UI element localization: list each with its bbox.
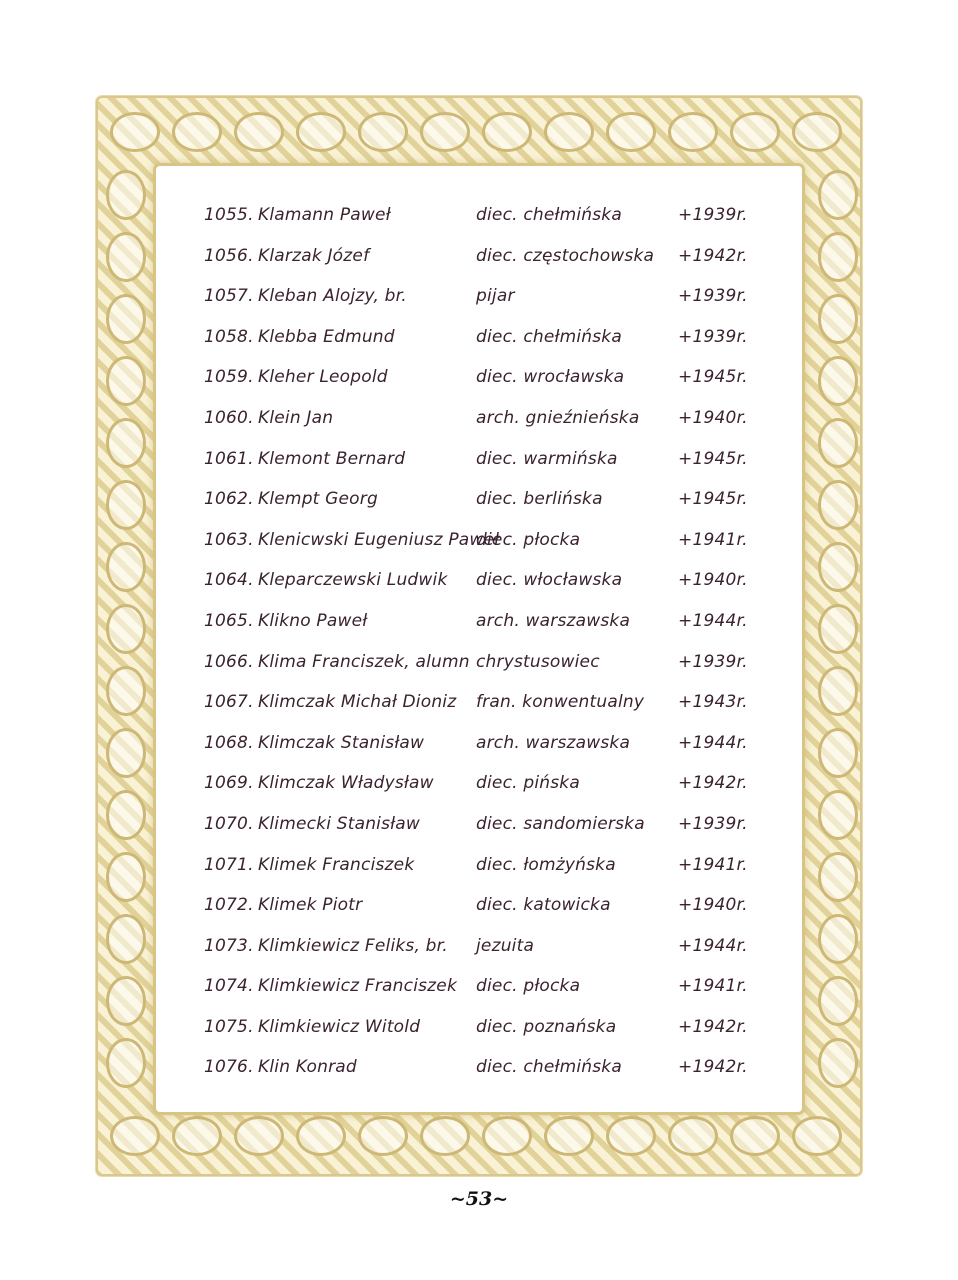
entry-name: Klebba Edmund bbox=[258, 326, 395, 347]
ornament-ring bbox=[818, 976, 858, 1026]
entry-diocese: diec. warmińska bbox=[476, 448, 618, 469]
entry-diocese: diec. chełmińska bbox=[476, 326, 622, 347]
list-item bbox=[198, 237, 768, 278]
ornament-ring bbox=[234, 1116, 284, 1156]
ornament-ring bbox=[106, 976, 146, 1026]
entry-diocese: fran. konwentualny bbox=[476, 692, 645, 713]
entry-number: 1068. bbox=[204, 732, 254, 753]
entry-name: Klimczak Stanisław bbox=[258, 732, 425, 753]
ornament-ring bbox=[544, 1116, 594, 1156]
ornament-ring bbox=[818, 418, 858, 468]
entry-diocese: diec. katowicka bbox=[476, 895, 611, 916]
ornament-ring bbox=[106, 356, 146, 406]
entry-year: +1943r. bbox=[678, 692, 748, 713]
ornament-ring bbox=[234, 112, 284, 152]
entry-year: +1940r. bbox=[678, 407, 748, 428]
entry-year: +1944r. bbox=[678, 732, 748, 753]
list-item bbox=[198, 196, 768, 237]
entry-number: 1058. bbox=[204, 326, 254, 347]
entry-year: +1940r. bbox=[678, 570, 748, 591]
ornament-ring bbox=[110, 1116, 160, 1156]
entry-number: 1076. bbox=[204, 1057, 254, 1078]
entry-number: 1057. bbox=[204, 286, 254, 307]
entry-number: 1060. bbox=[204, 407, 254, 428]
entry-name: Klemont Bernard bbox=[258, 448, 406, 469]
ornament-ring bbox=[296, 112, 346, 152]
ornament-ring bbox=[818, 542, 858, 592]
ornament-ring bbox=[606, 1116, 656, 1156]
ornament-ring bbox=[106, 480, 146, 530]
entry-year: +1945r. bbox=[678, 448, 748, 469]
entry-diocese: arch. warszawska bbox=[476, 732, 631, 753]
list-item bbox=[198, 521, 768, 562]
entry-name: Kleher Leopold bbox=[258, 367, 388, 388]
entry-diocese: arch. gnieźnieńska bbox=[476, 407, 640, 428]
entry-number: 1061. bbox=[204, 448, 254, 469]
entry-name: Klimczak Władysław bbox=[258, 773, 434, 794]
entry-number: 1075. bbox=[204, 1016, 254, 1037]
entry-year: +1944r. bbox=[678, 935, 748, 956]
entry-number: 1072. bbox=[204, 895, 254, 916]
page-number: ~53~ bbox=[449, 1188, 509, 1210]
list-item bbox=[198, 480, 768, 521]
ornament-ring bbox=[106, 170, 146, 220]
ornament-ring bbox=[818, 914, 858, 964]
ornament-ring bbox=[358, 112, 408, 152]
entry-name: Klimek Piotr bbox=[258, 895, 363, 916]
entry-name: Klimczak Michał Dioniz bbox=[258, 692, 457, 713]
entry-diocese: diec. płocka bbox=[476, 976, 581, 997]
ornament-ring bbox=[818, 666, 858, 716]
entry-name: Klima Franciszek, alumn bbox=[258, 651, 470, 672]
ornament-ring bbox=[106, 604, 146, 654]
entry-diocese: diec. chełmińska bbox=[476, 205, 622, 225]
ornament-ring bbox=[106, 232, 146, 282]
ornament-ring bbox=[106, 542, 146, 592]
entry-name: Klimkiewicz Witold bbox=[258, 1016, 421, 1037]
ornament-ring bbox=[106, 852, 146, 902]
entry-diocese: diec. płocka bbox=[476, 529, 581, 550]
entry-name: Klenicwski Eugeniusz Paweł bbox=[258, 529, 500, 550]
list-item bbox=[198, 318, 768, 359]
list-item bbox=[198, 805, 768, 846]
list-item bbox=[198, 399, 768, 440]
list-item bbox=[198, 358, 768, 399]
ornament-ring bbox=[818, 356, 858, 406]
ornament-ring bbox=[730, 112, 780, 152]
list-item bbox=[198, 561, 768, 602]
ornament-ring bbox=[106, 666, 146, 716]
ornament-ring bbox=[818, 170, 858, 220]
entry-year: +1941r. bbox=[678, 976, 748, 997]
entry-number: 1055. bbox=[204, 205, 254, 225]
entry-diocese: diec. berlińska bbox=[476, 489, 603, 510]
ornament-ring bbox=[792, 112, 842, 152]
list-item bbox=[198, 927, 768, 968]
entry-name: Klempt Georg bbox=[258, 489, 378, 510]
ornament-ring bbox=[818, 604, 858, 654]
list-item bbox=[198, 886, 768, 927]
entry-number: 1070. bbox=[204, 813, 254, 834]
entry-year: +1944r. bbox=[678, 610, 748, 631]
ornament-ring bbox=[420, 112, 470, 152]
entry-name: Klamann Paweł bbox=[258, 205, 391, 225]
ornament-ring bbox=[296, 1116, 346, 1156]
ornament-ring bbox=[106, 914, 146, 964]
ornament-ring bbox=[818, 294, 858, 344]
entry-number: 1059. bbox=[204, 367, 254, 388]
entry-year: +1939r. bbox=[678, 326, 748, 347]
entry-number: 1065. bbox=[204, 610, 254, 631]
entry-year: +1941r. bbox=[678, 854, 748, 875]
list-item bbox=[198, 277, 768, 318]
entry-diocese: diec. włocławska bbox=[476, 570, 623, 591]
ornament-ring bbox=[106, 418, 146, 468]
entry-diocese: arch. warszawska bbox=[476, 610, 631, 631]
list-item bbox=[198, 1008, 768, 1049]
ornament-ring bbox=[818, 790, 858, 840]
ornament-ring bbox=[358, 1116, 408, 1156]
entry-number: 1067. bbox=[204, 692, 254, 713]
list-item bbox=[198, 683, 768, 724]
ornament-ring bbox=[606, 112, 656, 152]
ornament-ring bbox=[106, 728, 146, 778]
martyr-list bbox=[198, 196, 768, 1089]
list-item bbox=[198, 764, 768, 805]
entry-name: Klimek Franciszek bbox=[258, 854, 415, 875]
entry-name: Kleban Alojzy, br. bbox=[258, 286, 407, 307]
list-item bbox=[198, 967, 768, 1008]
entry-year: +1942r. bbox=[678, 1016, 748, 1037]
ornament-ring bbox=[544, 112, 594, 152]
ornament-ring bbox=[818, 232, 858, 282]
ornament-ring bbox=[668, 1116, 718, 1156]
entry-number: 1073. bbox=[204, 935, 254, 956]
entry-name: Klein Jan bbox=[258, 407, 334, 428]
entry-name: Klimkiewicz Franciszek bbox=[258, 976, 457, 997]
entry-name: Klimecki Stanisław bbox=[258, 813, 420, 834]
entry-year: +1945r. bbox=[678, 367, 748, 388]
entry-name: Klikno Paweł bbox=[258, 610, 368, 631]
entry-year: +1942r. bbox=[678, 245, 748, 266]
entry-number: 1069. bbox=[204, 773, 254, 794]
entry-year: +1945r. bbox=[678, 489, 748, 510]
entry-number: 1063. bbox=[204, 529, 254, 550]
ornament-ring bbox=[818, 852, 858, 902]
ornament-ring bbox=[482, 1116, 532, 1156]
ornament-ring bbox=[818, 728, 858, 778]
entry-year: +1940r. bbox=[678, 895, 748, 916]
ornament-ring bbox=[420, 1116, 470, 1156]
entry-year: +1941r. bbox=[678, 529, 748, 550]
entry-diocese: diec. łomżyńska bbox=[476, 854, 616, 875]
entry-diocese: chrystusowiec bbox=[476, 651, 600, 672]
entry-diocese: diec. sandomierska bbox=[476, 813, 645, 834]
entry-year: +1942r. bbox=[678, 773, 748, 794]
entry-number: 1066. bbox=[204, 651, 254, 672]
entry-year: +1942r. bbox=[678, 1057, 748, 1078]
entry-year: +1939r. bbox=[678, 286, 748, 307]
list-item bbox=[198, 1048, 768, 1089]
ornament-ring bbox=[668, 112, 718, 152]
list-item bbox=[198, 602, 768, 643]
entry-number: 1056. bbox=[204, 245, 254, 266]
entry-name: Klimkiewicz Feliks, br. bbox=[258, 935, 448, 956]
entry-diocese: diec. częstochowska bbox=[476, 245, 655, 266]
entry-diocese: pijar bbox=[476, 286, 515, 307]
entry-diocese: diec. chełmińska bbox=[476, 1057, 622, 1078]
entry-name: Kleparczewski Ludwik bbox=[258, 570, 448, 591]
entry-diocese: jezuita bbox=[476, 935, 535, 956]
entry-diocese: diec. wrocławska bbox=[476, 367, 625, 388]
ornament-ring bbox=[106, 790, 146, 840]
ornament-ring bbox=[110, 112, 160, 152]
list-item bbox=[198, 846, 768, 887]
list-item bbox=[198, 440, 768, 481]
list-item bbox=[198, 724, 768, 765]
list-item bbox=[198, 643, 768, 684]
entry-name: Klarzak Józef bbox=[258, 245, 370, 266]
entry-year: +1939r. bbox=[678, 205, 748, 225]
entry-number: 1071. bbox=[204, 854, 254, 875]
ornament-ring bbox=[482, 112, 532, 152]
entry-number: 1074. bbox=[204, 976, 254, 997]
entry-year: +1939r. bbox=[678, 651, 748, 672]
entry-number: 1064. bbox=[204, 570, 254, 591]
ornament-ring bbox=[106, 1038, 146, 1088]
entry-year: +1939r. bbox=[678, 813, 748, 834]
ornament-ring bbox=[792, 1116, 842, 1156]
entry-number: 1062. bbox=[204, 489, 254, 510]
ornament-ring bbox=[730, 1116, 780, 1156]
ornament-ring bbox=[818, 480, 858, 530]
ornament-ring bbox=[172, 1116, 222, 1156]
ornament-ring bbox=[172, 112, 222, 152]
entry-name: Klin Konrad bbox=[258, 1057, 357, 1078]
ornament-ring bbox=[818, 1038, 858, 1088]
entry-diocese: diec. poznańska bbox=[476, 1016, 617, 1037]
ornament-ring bbox=[106, 294, 146, 344]
entry-diocese: diec. pińska bbox=[476, 773, 580, 794]
